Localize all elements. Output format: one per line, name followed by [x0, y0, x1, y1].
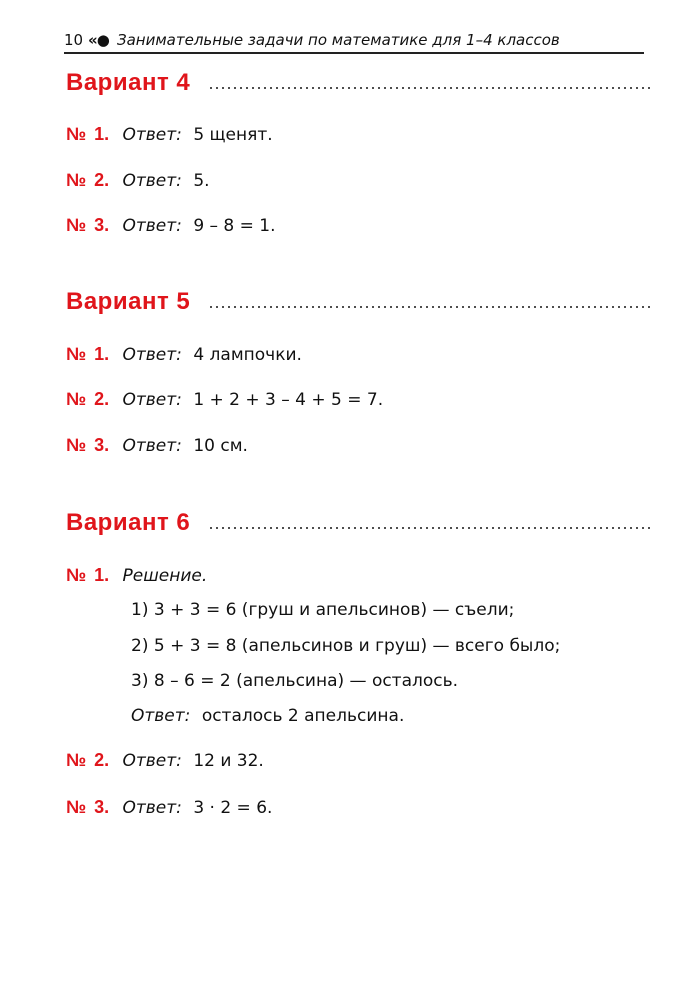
answer-row	[66, 342, 302, 367]
page-number: 10	[64, 31, 84, 49]
page-header	[64, 30, 644, 54]
answer-row	[66, 122, 273, 147]
number-sign: №	[66, 215, 87, 235]
answer-value: 5.	[193, 171, 210, 191]
task-number: 3.	[94, 797, 110, 817]
answer-value: 12 и 32.	[193, 751, 264, 771]
task-number: 1.	[94, 565, 110, 585]
solution-label: Решение.	[122, 566, 208, 586]
task-number: 2.	[94, 750, 110, 770]
number-sign: №	[66, 797, 87, 817]
answer-label: Ответ:	[122, 345, 182, 365]
task-number: 1.	[94, 344, 110, 364]
number-sign: №	[66, 344, 87, 364]
answer-value: 9 – 8 = 1.	[193, 216, 276, 236]
task-number: 3.	[94, 435, 110, 455]
answer-label: Ответ:	[122, 751, 182, 771]
answer-label: Ответ:	[122, 125, 182, 145]
number-sign: №	[66, 750, 87, 770]
solution-step: 3) 8 – 6 = 2 (апельсина) — осталось.	[131, 671, 459, 691]
solution-step: 1) 3 + 3 = 6 (груш и апельсинов) — съели;	[131, 600, 515, 620]
answer-value: 1 + 2 + 3 – 4 + 5 = 7.	[193, 390, 384, 410]
answer-row	[66, 795, 272, 820]
number-sign: №	[66, 565, 87, 585]
task-number: 1.	[94, 124, 110, 144]
solution-answer	[131, 704, 404, 728]
variant-4-heading	[66, 68, 650, 98]
answer-label: Ответ:	[122, 390, 182, 410]
number-sign: №	[66, 124, 87, 144]
number-sign: №	[66, 389, 87, 409]
answer-label: Ответ:	[122, 798, 182, 818]
dotted-leader	[208, 527, 650, 529]
answer-row	[66, 168, 210, 193]
answer-row	[66, 563, 207, 588]
answer-row	[66, 748, 264, 773]
number-sign: №	[66, 170, 87, 190]
answer-label: Ответ:	[122, 216, 182, 236]
task-number: 2.	[94, 170, 110, 190]
task-number: 2.	[94, 389, 110, 409]
book-title: Занимательные задачи по математике для 1–4 классов	[117, 31, 560, 49]
variant-6-heading	[66, 508, 650, 538]
answer-label: Ответ:	[122, 171, 182, 191]
number-sign: №	[66, 435, 87, 455]
answer-row	[66, 387, 383, 412]
variant-title: Вариант 6	[66, 509, 191, 536]
dotted-leader	[208, 87, 650, 89]
answer-value: 4 лампочки.	[193, 345, 302, 365]
answer-value: осталось 2 апельсина.	[201, 706, 405, 726]
variant-5-heading	[66, 287, 650, 317]
answer-row	[66, 213, 276, 238]
task-number: 3.	[94, 215, 110, 235]
answer-value: 5 щенят.	[193, 125, 273, 145]
solution-step: 2) 5 + 3 = 8 (апельсинов и груш) — всего было;	[131, 636, 561, 656]
header-ornament: «●	[88, 31, 109, 49]
answer-label: Ответ:	[131, 706, 191, 726]
dotted-leader	[208, 306, 650, 308]
answer-label: Ответ:	[122, 436, 182, 456]
answer-value: 3 · 2 = 6.	[193, 798, 273, 818]
variant-title: Вариант 5	[66, 288, 191, 315]
answer-row	[66, 433, 248, 458]
variant-title: Вариант 4	[66, 69, 191, 96]
answer-value: 10 см.	[193, 436, 248, 456]
